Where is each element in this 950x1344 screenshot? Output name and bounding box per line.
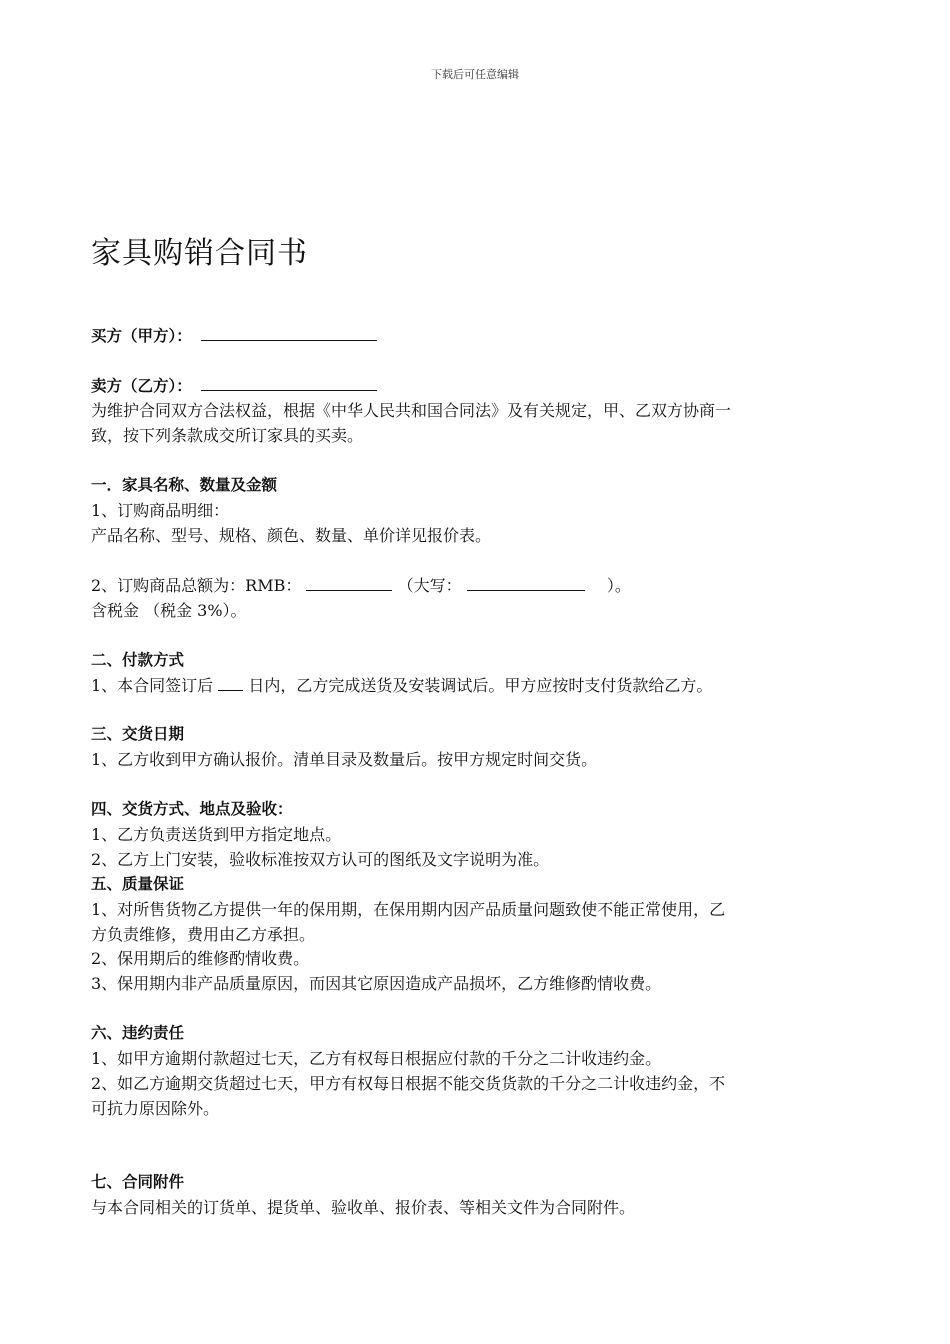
buyer-blank[interactable]	[201, 324, 377, 341]
total-amount-blank[interactable]	[306, 574, 392, 591]
section-4-line-1: 1、乙方负责送货到甲方指定地点。	[91, 825, 342, 844]
buyer-line	[91, 324, 866, 349]
section-1-line-1: 1、订购商品明细：	[91, 501, 230, 520]
intro-line-2: 致，按下列条款成交所订家具的买卖。	[91, 426, 364, 445]
payment-days-blank[interactable]	[218, 674, 243, 691]
section-5-line-1: 1、对所售货物乙方提供一年的保用期，在保用期内因产品质量问题致使不能正常使用，乙	[91, 900, 726, 919]
section-6-line-2: 2、如乙方逾期交货超过七天，甲方有权每日根据不能交货货款的千分之二计收违约金，不	[91, 1074, 726, 1093]
section-5-line-3: 2、保用期后的维修酌情收费。	[91, 949, 310, 968]
buyer-label: 买方（甲方）：	[91, 327, 192, 345]
section-7-heading: 七、合同附件	[91, 1173, 185, 1191]
section-1-line-2: 产品名称、型号、规格、颜色、数量、单价详见报价表。	[91, 526, 492, 545]
section-4-line-2: 2、乙方上门安装，验收标准按双方认可的图纸及文字说明为准。	[91, 850, 550, 869]
section-5-line-2: 方负责维修，费用由乙方承担。	[91, 925, 316, 944]
section-1-line-4: 含税金 （税金 3%）。	[91, 601, 247, 620]
page-header-note: 下载后可任意编辑	[431, 68, 519, 81]
section-7-line-1: 与本合同相关的订货单、提货单、验收单、报价表、等相关文件为合同附件。	[91, 1198, 636, 1217]
section-3-heading: 三、交货日期	[91, 725, 185, 743]
section-1-heading: 一．家具名称、数量及金额	[91, 476, 278, 494]
section-2-heading: 二、付款方式	[91, 651, 185, 669]
section-6-heading: 六、违约责任	[91, 1024, 185, 1042]
total-uppercase-blank[interactable]	[467, 574, 585, 591]
document-title: 家具购销合同书	[91, 236, 308, 271]
total-suffix: ）。	[606, 576, 631, 595]
payment-prefix: 1、本合同签订后	[91, 676, 214, 695]
section-1-total-line	[91, 573, 866, 598]
section-6-line-3: 可抗力原因除外。	[91, 1099, 220, 1118]
intro-line-1: 为维护合同双方合法权益，根据《中华人民共和国合同法》及有关规定，甲、乙双方协商一	[91, 401, 732, 420]
total-mid: （大写：	[397, 576, 462, 595]
payment-suffix: 日内，乙方完成送货及安装调试后。甲方应按时支付货款给乙方。	[248, 676, 713, 695]
section-6-line-1: 1、如甲方逾期付款超过七天，乙方有权每日根据应付款的千分之二计收违约金。	[91, 1049, 662, 1068]
section-5-heading: 五、质量保证	[91, 875, 185, 893]
seller-line	[91, 374, 866, 399]
section-5-line-4: 3、保用期内非产品质量原因，而因其它原因造成产品损坏，乙方维修酌情收费。	[91, 974, 662, 993]
section-3-line-1: 1、乙方收到甲方确认报价。清单目录及数量后。按甲方规定时间交货。	[91, 750, 598, 769]
section-2-line-1	[91, 673, 866, 698]
seller-blank[interactable]	[201, 374, 377, 391]
section-4-heading: 四、交货方式、地点及验收：	[91, 800, 293, 818]
seller-label: 卖方（乙方）：	[91, 377, 192, 395]
total-prefix: 2、订购商品总额为：RMB：	[91, 576, 302, 595]
